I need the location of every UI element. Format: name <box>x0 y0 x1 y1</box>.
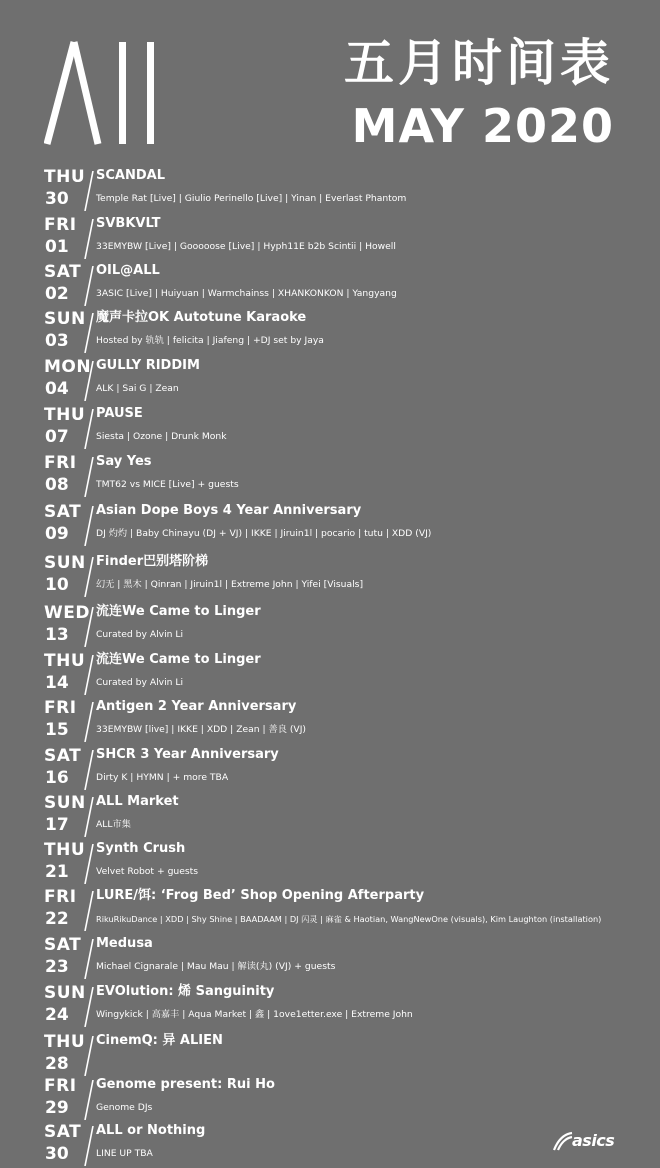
event-weekday: THU <box>44 1032 86 1052</box>
event-weekday: SUN <box>44 553 86 573</box>
event-date: 22 <box>45 909 69 929</box>
event-lineup: Wingykick | 高嘉丰 | Aqua Market | 鑫 | 1ove1etter.exe | Extreme John <box>96 1009 413 1020</box>
event-row <box>0 983 660 1027</box>
event-weekday: FRI <box>44 887 77 907</box>
event-date: 21 <box>45 862 69 882</box>
event-title: SCANDAL <box>96 168 165 183</box>
slash-divider <box>84 655 94 695</box>
event-date: 02 <box>45 284 69 304</box>
slash-divider <box>84 750 94 790</box>
event-lineup: ALK | Sai G | Zean <box>96 383 179 394</box>
event-title: SVBKVLT <box>96 216 161 231</box>
event-row <box>0 746 660 790</box>
event-title: CinemQ: 异 ALIEN <box>96 1033 223 1048</box>
event-title: 流连We Came to Linger <box>96 604 261 619</box>
slash-divider <box>84 1126 94 1166</box>
event-title: ALL Market <box>96 794 179 809</box>
event-date: 07 <box>45 427 69 447</box>
slash-divider <box>84 844 94 884</box>
asics-stripes-icon <box>552 1130 574 1152</box>
event-row <box>0 651 660 695</box>
asics-wordmark: asics <box>572 1131 615 1150</box>
slash-divider <box>84 361 94 401</box>
event-weekday: THU <box>44 167 86 187</box>
event-weekday: SAT <box>44 262 82 282</box>
event-lineup: Hosted by 轨轨 | felicita | Jiafeng | +DJ set by Jaya <box>96 335 324 346</box>
event-row <box>0 502 660 546</box>
event-weekday: THU <box>44 651 86 671</box>
event-date: 04 <box>45 379 69 399</box>
event-row <box>0 1032 660 1076</box>
event-title: SHCR 3 Year Anniversary <box>96 747 279 762</box>
event-row <box>0 553 660 597</box>
event-title: Finder巴别塔阶梯 <box>96 554 209 569</box>
event-title: 魔声卡拉OK Autotune Karaoke <box>96 310 307 325</box>
event-date: 30 <box>45 1144 69 1164</box>
event-lineup: TMT62 vs MICE [Live] + guests <box>96 479 239 490</box>
event-title: PAUSE <box>96 406 143 421</box>
event-row <box>0 1076 660 1120</box>
event-lineup: Dirty K | HYMN | + more TBA <box>96 772 229 783</box>
event-title: OIL@ALL <box>96 263 160 278</box>
event-weekday: SUN <box>44 309 86 329</box>
event-row <box>0 262 660 306</box>
event-date: 23 <box>45 957 69 977</box>
event-date: 08 <box>45 475 69 495</box>
event-lineup: LINE UP TBA <box>96 1148 153 1159</box>
slash-divider <box>84 1080 94 1120</box>
slash-divider <box>84 457 94 497</box>
slash-divider <box>84 987 94 1027</box>
event-lineup: 幻无 | 黑木 | Qinran | Jiruin1l | Extreme John | Yifei [Visuals] <box>96 579 364 590</box>
slash-divider <box>84 506 94 546</box>
event-lineup: Velvet Robot + guests <box>96 866 199 877</box>
slash-divider <box>84 1036 94 1076</box>
slash-divider <box>84 939 94 979</box>
event-date: 13 <box>45 625 69 645</box>
event-weekday: SAT <box>44 935 82 955</box>
slash-divider <box>84 313 94 353</box>
event-lineup: ALL市集 <box>96 819 131 830</box>
event-date: 28 <box>45 1054 69 1074</box>
event-title: Antigen 2 Year Anniversary <box>96 699 297 714</box>
event-title: GULLY RIDDIM <box>96 358 200 373</box>
event-title: Medusa <box>96 936 153 951</box>
event-date: 29 <box>45 1098 69 1118</box>
event-weekday: FRI <box>44 698 77 718</box>
event-lineup: 33EMYBW [Live] | Gooooose [Live] | Hyph11E b2b Scintii | Howell <box>96 241 396 252</box>
event-date: 15 <box>45 720 69 740</box>
slash-divider <box>84 702 94 742</box>
event-row <box>0 793 660 837</box>
event-title: Genome present: Rui Ho <box>96 1077 275 1092</box>
slash-divider <box>84 266 94 306</box>
event-date: 03 <box>45 331 69 351</box>
event-lineup: Temple Rat [Live] | Giulio Perinello [Live] | Yinan | Everlast Phantom <box>96 193 407 204</box>
event-date: 16 <box>45 768 69 788</box>
event-weekday: THU <box>44 840 86 860</box>
event-row <box>0 453 660 497</box>
event-lineup: Michael Cignarale | Mau Mau | 解读(丸) (VJ) + guests <box>96 961 336 972</box>
event-weekday: FRI <box>44 453 77 473</box>
event-lineup: RikuRikuDance | XDD | Shy Shine | BAADAAM | DJ 闪灵 | 麻雀 & Haotian, WangNewOne (visuals), Kim Laughton (installation) <box>96 914 602 924</box>
event-row <box>0 840 660 884</box>
event-row <box>0 935 660 979</box>
event-row <box>0 215 660 259</box>
event-lineup: 33EMYBW [live] | IKKE | XDD | Zean | 善良 (VJ) <box>96 724 306 735</box>
slash-divider <box>84 557 94 597</box>
event-date: 01 <box>45 237 69 257</box>
event-row <box>0 698 660 742</box>
event-row <box>0 603 660 647</box>
event-lineup: Siesta | Ozone | Drunk Monk <box>96 431 227 442</box>
event-date: 09 <box>45 524 69 544</box>
event-lineup: Genome DJs <box>96 1102 153 1113</box>
event-weekday: SAT <box>44 502 82 522</box>
slash-divider <box>84 891 94 931</box>
event-row <box>0 167 660 211</box>
event-weekday: FRI <box>44 1076 77 1096</box>
event-weekday: SAT <box>44 746 82 766</box>
event-date: 14 <box>45 673 69 693</box>
event-date: 17 <box>45 815 69 835</box>
event-date: 24 <box>45 1005 69 1025</box>
event-title: 流连We Came to Linger <box>96 652 261 667</box>
slash-divider <box>84 797 94 837</box>
event-weekday: MON <box>44 357 92 377</box>
event-lineup: 3ASIC [Live] | Huiyuan | Warmchainss | XHANKONKON | Yangyang <box>96 288 397 299</box>
slash-divider <box>84 171 94 211</box>
slash-divider <box>84 409 94 449</box>
title-english: MAY 2020 <box>351 99 614 153</box>
slash-divider <box>84 607 94 647</box>
title-chinese: 五月时间表 <box>344 34 614 92</box>
event-lineup: Curated by Alvin Li <box>96 677 184 688</box>
event-weekday: SUN <box>44 793 86 813</box>
event-weekday: WED <box>44 603 90 623</box>
event-row <box>0 357 660 401</box>
event-lineup: Curated by Alvin Li <box>96 629 184 640</box>
event-row <box>0 309 660 353</box>
event-date: 10 <box>45 575 69 595</box>
event-title: Asian Dope Boys 4 Year Anniversary <box>96 503 362 518</box>
slash-divider <box>84 219 94 259</box>
event-title: Synth Crush <box>96 841 186 856</box>
event-title: LURE/饵: ‘Frog Bed’ Shop Opening Afterparty <box>96 888 425 903</box>
event-title: Say Yes <box>96 454 152 469</box>
asics-logo <box>552 1130 622 1154</box>
event-weekday: FRI <box>44 215 77 235</box>
event-weekday: SAT <box>44 1122 82 1142</box>
event-row <box>0 405 660 449</box>
event-lineup: DJ 灼灼 | Baby Chinayu (DJ + VJ) | IKKE | Jiruin1l | pocario | tutu | XDD (VJ) <box>96 528 432 539</box>
event-date: 30 <box>45 189 69 209</box>
event-title: EVOlution: 烯 Sanguinity <box>96 984 275 999</box>
event-weekday: SUN <box>44 983 86 1003</box>
event-row <box>0 887 660 931</box>
event-title: ALL or Nothing <box>96 1123 206 1138</box>
event-weekday: THU <box>44 405 86 425</box>
